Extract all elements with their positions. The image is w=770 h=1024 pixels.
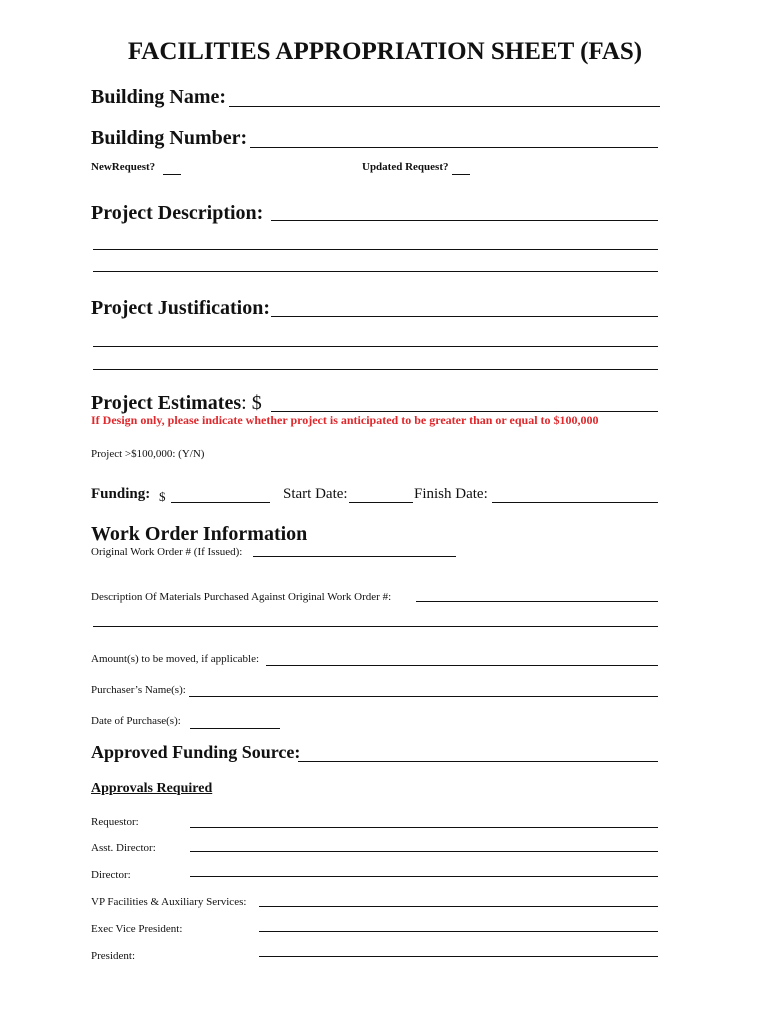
project-estimates-label: Project Estimates: [91, 392, 242, 414]
asst-director-label: Asst. Director:: [91, 842, 156, 854]
project-description-field-3[interactable]: [93, 271, 658, 272]
materials-field-1[interactable]: [416, 601, 658, 602]
work-order-heading: Work Order Information: [91, 523, 308, 545]
funding-label: Funding:: [91, 486, 151, 502]
design-note: If Design only, please indicate whether project is anticipated to be greater than or equal to $100,000: [91, 413, 599, 427]
purchaser-field[interactable]: [189, 696, 658, 697]
building-number-label: Building Number:: [91, 127, 248, 149]
vp-signature-field[interactable]: [259, 906, 658, 907]
vp-label: VP Facilities & Auxiliary Services:: [91, 896, 247, 908]
project-justification-field-2[interactable]: [93, 346, 658, 347]
project-justification-field-3[interactable]: [93, 369, 658, 370]
updated-request-label: Updated Request?: [362, 161, 449, 173]
approved-funding-field[interactable]: [298, 761, 658, 762]
finish-date-field[interactable]: [492, 502, 658, 503]
exec-vp-signature-field[interactable]: [259, 931, 658, 932]
director-signature-field[interactable]: [190, 876, 658, 877]
building-number-field[interactable]: [250, 147, 658, 148]
date-of-purchase-field[interactable]: [190, 728, 280, 729]
updated-request-field[interactable]: [452, 174, 470, 175]
new-request-label: NewRequest?: [91, 161, 156, 173]
project-justification-field-1[interactable]: [271, 316, 658, 317]
requestor-label: Requestor:: [91, 816, 139, 828]
project-estimates-suffix: : $: [241, 392, 262, 414]
original-work-order-field[interactable]: [253, 556, 456, 557]
start-date-label: Start Date:: [283, 486, 348, 502]
original-work-order-label: Original Work Order # (If Issued):: [91, 546, 243, 558]
approvals-heading: Approvals Required: [91, 781, 213, 796]
exec-vp-label: Exec Vice President:: [91, 923, 183, 935]
president-signature-field[interactable]: [259, 956, 658, 957]
page-title: FACILITIES APPROPRIATION SHEET (FAS): [127, 38, 643, 65]
project-justification-label: Project Justification:: [91, 297, 271, 319]
funding-currency: $: [159, 489, 166, 504]
project-description-field-1[interactable]: [271, 220, 658, 221]
director-label: Director:: [91, 869, 131, 881]
project-description-label: Project Description:: [91, 202, 264, 224]
project-estimates-field[interactable]: [271, 411, 658, 412]
amounts-field[interactable]: [266, 665, 658, 666]
building-name-label: Building Name:: [91, 86, 227, 108]
purchaser-label: Purchaser’s Name(s):: [91, 684, 186, 696]
finish-date-label: Finish Date:: [414, 486, 488, 502]
new-request-field[interactable]: [163, 174, 181, 175]
date-of-purchase-label: Date of Purchase(s):: [91, 715, 181, 727]
building-name-field[interactable]: [229, 106, 660, 107]
start-date-field[interactable]: [349, 502, 413, 503]
materials-label: Description Of Materials Purchased Against Original Work Order #:: [91, 591, 392, 603]
materials-field-2[interactable]: [93, 626, 658, 627]
amounts-label: Amount(s) to be moved, if applicable:: [91, 653, 260, 665]
project-description-field-2[interactable]: [93, 249, 658, 250]
requestor-signature-field[interactable]: [190, 827, 658, 828]
approved-funding-label: Approved Funding Source:: [91, 742, 301, 762]
funding-field[interactable]: [171, 502, 270, 503]
project-estimates-row: [91, 392, 262, 415]
president-label: President:: [91, 950, 135, 962]
asst-director-signature-field[interactable]: [190, 851, 658, 852]
project-over-label: Project >$100,000: (Y/N): [91, 448, 205, 460]
